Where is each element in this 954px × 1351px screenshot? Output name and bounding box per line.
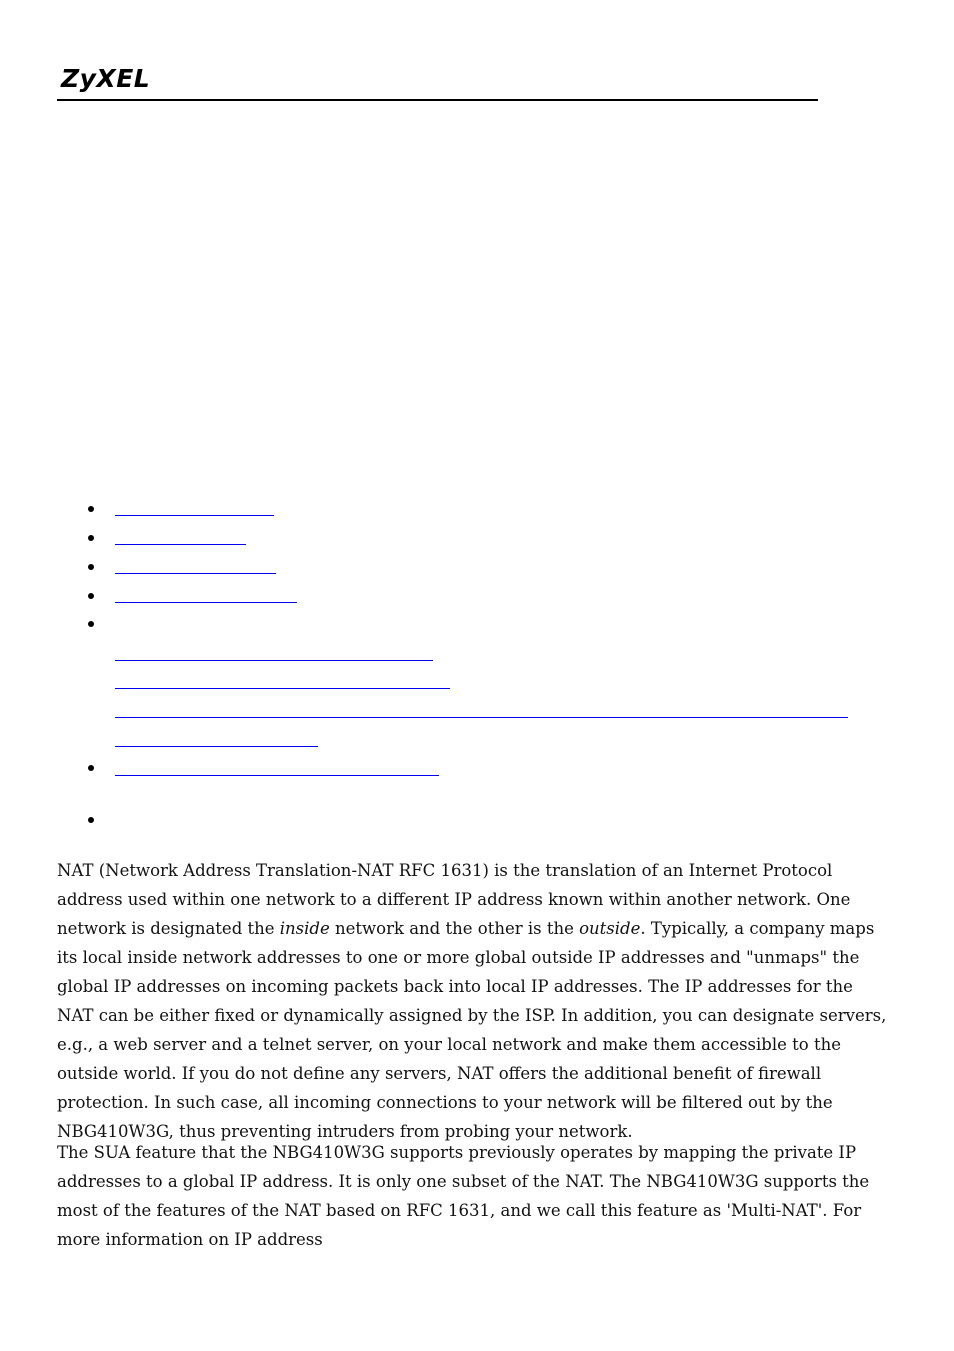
para1-text-1: NAT (Network Address Translation-NAT RFC 1631) is the translation of an Internet Protocol address used within one network to a different IP address known within another network. One network is designated the (57, 861, 851, 938)
nat-intro-paragraph (57, 856, 887, 1146)
para1-text-3: . Typically, a company maps its local inside network addresses to one or more global outside IP addresses and "unmaps" the global IP addresses on incoming packets back into local IP addresses. The IP addresses for the NAT can be either fixed or dynamically assigned by the ISP. In addition, you can designate servers, e.g., a web server and a telnet server, on your local network and make them accessible to the outside world. If you do not define any servers, NAT offers the additional benefit of firewall protection. In such case, all incoming connections to your network will be filtered out by the NBG410W3G, thus preventing intruders from probing your network. (57, 919, 887, 1141)
sua-paragraph (57, 1138, 887, 1254)
toc-sublink-2[interactable] (115, 688, 450, 689)
zyxel-logo: ZyXEL (61, 64, 151, 93)
toc-sublink-3-cont[interactable] (115, 746, 318, 747)
toc-link-4[interactable] (115, 602, 297, 603)
toc-bullet-7 (88, 817, 94, 823)
toc-bullet-3 (88, 564, 94, 570)
toc-bullet-4 (88, 593, 94, 599)
toc-link-6[interactable] (115, 775, 439, 776)
toc-bullet-5 (88, 621, 94, 627)
toc-link-3[interactable] (115, 573, 276, 574)
inside-term: inside (279, 919, 330, 938)
para2-text-2: '. For more information on IP address (57, 1201, 862, 1249)
para1-text-2: network and the other is the (329, 919, 580, 938)
para2-text-1: The SUA feature that the NBG410W3G supports previously operates by mapping the private IP addresses to a global IP address. It is only one subset of the NAT. The NBG410W3G supports the most of the features of the NAT based on RFC 1631, and we call this feature as ' (57, 1143, 870, 1220)
toc-sublink-3[interactable] (115, 717, 848, 718)
toc-bullet-2 (88, 535, 94, 541)
toc-sublink-1[interactable] (115, 660, 433, 661)
toc-bullet-6 (88, 765, 94, 771)
toc-link-2[interactable] (115, 544, 246, 545)
toc-bullet-1 (88, 506, 94, 512)
outside-term: outside (579, 919, 641, 938)
toc-link-1[interactable] (115, 515, 274, 516)
multi-nat-link[interactable]: Multi-NAT (731, 1201, 818, 1220)
